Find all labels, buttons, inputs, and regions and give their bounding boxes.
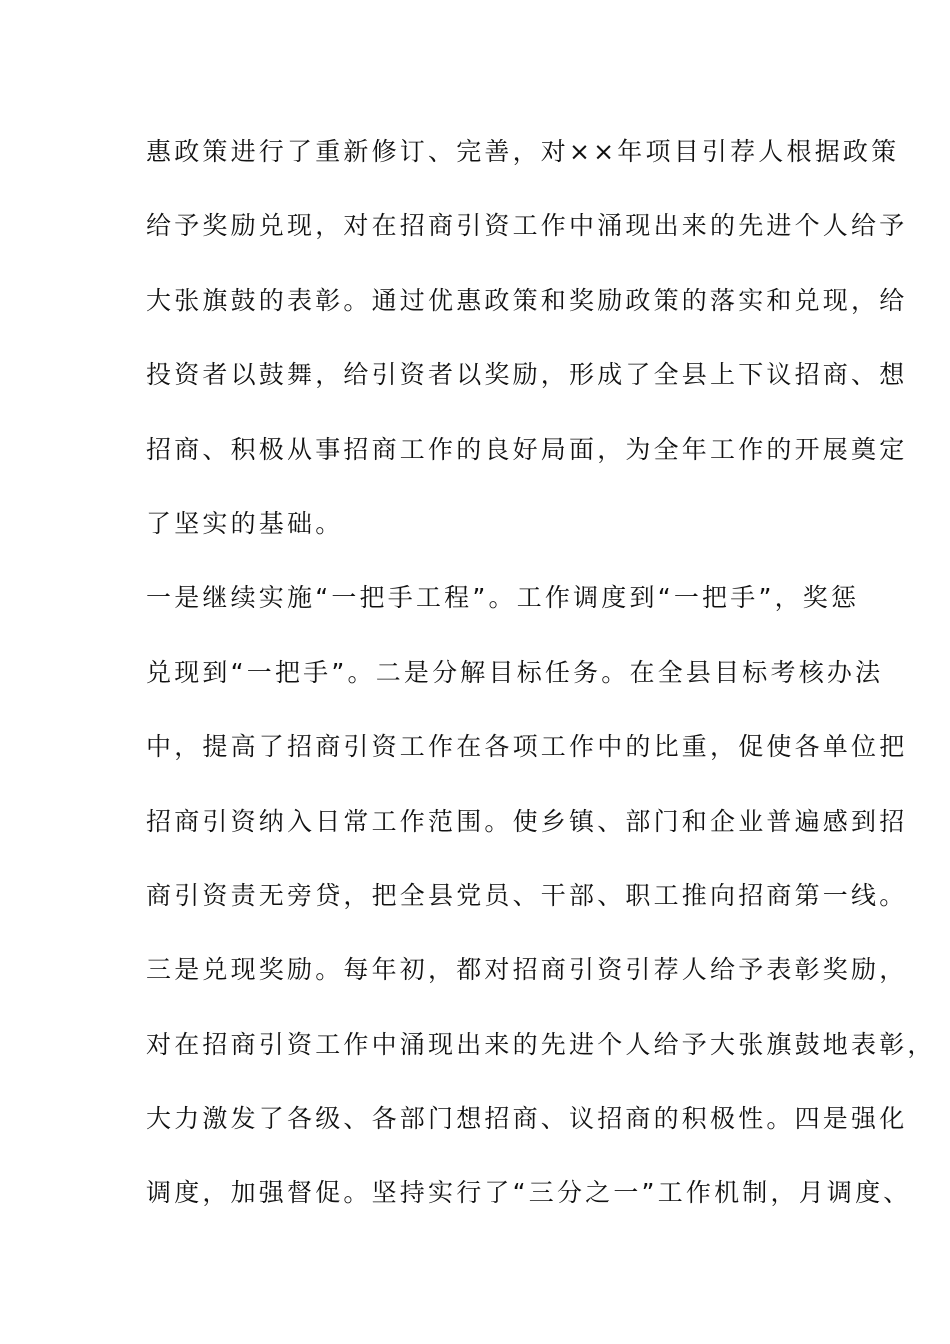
text-line: 招商、积极从事招商工作的良好局面，为全年工作的开展奠定: [146, 434, 908, 464]
body-text: [146, 130, 936, 1246]
text-line: 大张旗鼓的表彰。通过优惠政策和奖励政策的落实和兑现，给: [146, 285, 908, 315]
text-line: 调度，加强督促。坚持实行了“三分之一”工作机制，月调度、: [146, 1178, 912, 1208]
text-line: 惠政策进行了重新修订、完善，对××年项目引荐人根据政策: [146, 137, 900, 166]
text-line: 对在招商引资工作中涌现出来的先进个人给予大张旗鼓地表彰，: [146, 1029, 936, 1059]
text-line: 商引资责无旁贷，把全县党员、干部、职工推向招商第一线。: [146, 880, 908, 910]
text-line: 大力激发了各级、各部门想招商、议招商的积极性。四是强化: [146, 1104, 908, 1134]
text-line: 一是继续实施“一把手工程”。工作调度到“一把手”，奖惩: [146, 583, 860, 613]
text-line: 三是兑现奖励。每年初，都对招商引资引荐人给予表彰奖励，: [146, 955, 908, 985]
text-line: 给予奖励兑现，对在招商引资工作中涌现出来的先进个人给予: [146, 211, 908, 241]
text-line: 兑现到“一把手”。二是分解目标任务。在全县目标考核办法: [146, 657, 884, 687]
text-line: 了坚实的基础。: [146, 508, 344, 538]
text-line: 招商引资纳入日常工作范围。使乡镇、部门和企业普遍感到招: [146, 806, 908, 836]
text-line: 中，提高了招商引资工作在各项工作中的比重，促使各单位把: [146, 732, 908, 762]
text-line: 投资者以鼓舞，给引资者以奖励，形成了全县上下议招商、想: [146, 360, 908, 390]
